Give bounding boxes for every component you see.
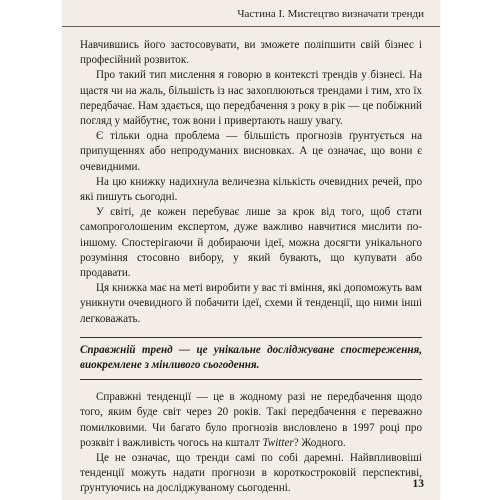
page-number: 13 xyxy=(412,478,424,490)
paragraph-text: ? Жодного. xyxy=(293,436,346,449)
paragraph xyxy=(80,390,422,451)
paragraph: На цю книжку надихнула величезна кількість очевидних речей, про які пишуть сьогодні. xyxy=(80,175,422,204)
header-title: Частина I. Мистецтво визначати тренди xyxy=(237,8,424,20)
pull-quote-text: Справжній тренд — це унікальне досліджуване спостереження, виокремлене з мінливого сьогодення. xyxy=(80,343,422,372)
book-page xyxy=(62,0,440,500)
paragraph: Ця книжка має на меті виробити у вас ті вміння, які допоможуть вам уникнути очевидного й побачити ідеї, схеми й тенденції, що ними інші легковажать. xyxy=(80,282,422,325)
twitter-reference: Twitter xyxy=(262,436,294,449)
paragraph: Навчившись його застосовувати, ви зможете поліпшити свій бізнес і професійний розвиток. xyxy=(80,39,422,67)
page-body xyxy=(80,38,422,497)
paragraph: Це не означає, що тренди самі по собі даремні. Найвпливовіші тенденції можуть надати прогнози в короткостроковій перспективі, ґрунтуючись на досліджуваному сьогоденні. xyxy=(80,452,422,495)
pull-quote xyxy=(80,337,422,380)
paragraph: У світі, де кожен перебуває лише за крок від того, щоб стати самопроголошеним експертом, дуже важливо навчитися мислити по-іншому. Спостерігаючи й добираючи ідеї, можна досягти унікального розуміння стосовно вибору, у який бувають, що купувати або продавати. xyxy=(80,206,422,280)
paragraph-text: Справжні тенденції — це в жодному разі не передбачення щодо того, яким буде світ через 20 років. Такі передбачення є переважно помилковими. Чи багато було прогнозів висловлено в 1997 році про розквіт і важливість чогось на кшталт xyxy=(80,391,422,449)
running-header xyxy=(62,8,440,27)
paragraph: Про такий тип мислення я говорю в контексті трендів у бізнесі. На щастя чи на жаль, більшість із нас захоплюються трендами і тим, хто їх передбачає. Нам здається, що передбачення з року в рік — це побіжний погляд у майбутнє, тож вони і привертають нашу увагу. xyxy=(80,69,422,128)
paragraph: Є тільки одна проблема — більшість прогнозів ґрунтується на припущеннях або непродуманих висновках. А це означає, що вони є очевидними. xyxy=(80,130,422,173)
